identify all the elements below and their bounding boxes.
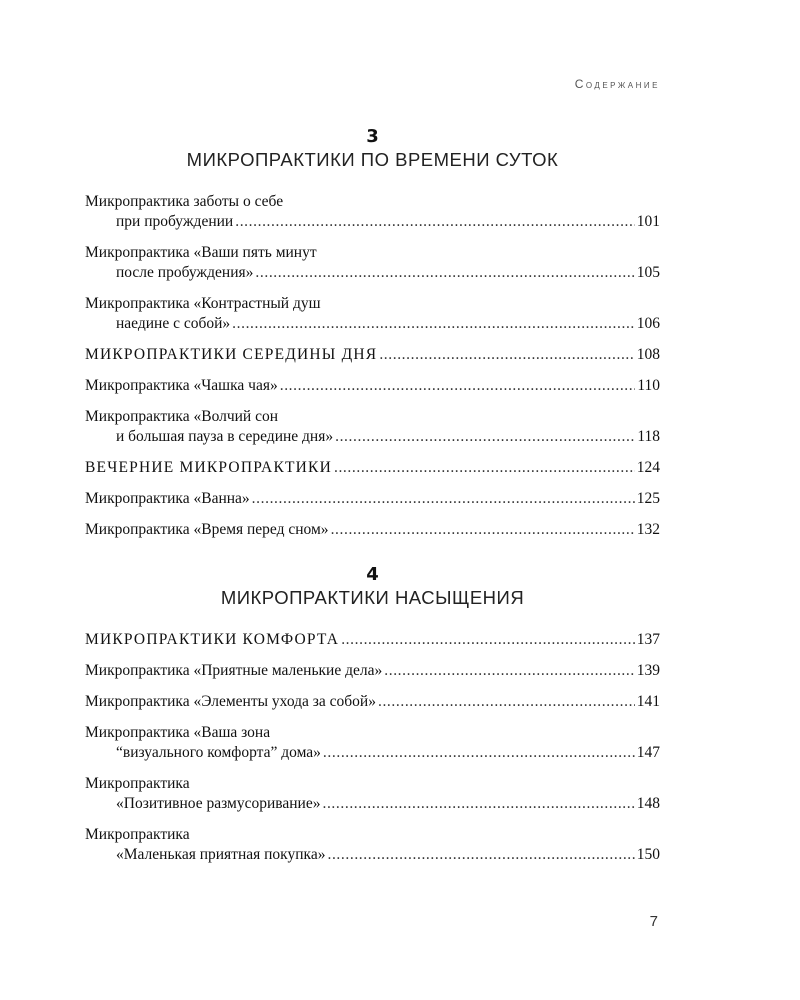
toc-entry[interactable] (85, 692, 660, 712)
toc-entry-title: Микропрактика (85, 775, 190, 792)
toc-entry-title: Микропрактика «Ваша зона (85, 724, 271, 741)
dot-leader (280, 376, 636, 396)
dot-leader (331, 520, 635, 540)
dot-leader (322, 794, 634, 814)
toc-entry-title: Микропрактика «Чашка чая» (85, 377, 278, 394)
toc-list (85, 630, 660, 865)
toc-page-number: 147 (636, 744, 660, 761)
toc-entry-title-cont: после пробуждения» (116, 264, 254, 281)
toc-entry[interactable] (85, 723, 660, 763)
toc-entry[interactable] (85, 825, 660, 865)
toc-entry[interactable] (85, 192, 660, 232)
toc-entry-title: Микропрактика (85, 826, 190, 843)
toc-entry-title: Микропрактика «Приятные маленькие дела» (85, 662, 383, 679)
toc-entry-title-cont: «Маленькая приятная покупка» (116, 846, 326, 863)
chapter-title: МИКРОПРАКТИКИ ПО ВРЕМЕНИ СУТОК (186, 149, 559, 170)
toc-page-number: 150 (636, 846, 660, 863)
page-number: 7 (649, 913, 658, 930)
dot-leader (334, 458, 635, 478)
toc-entry[interactable] (85, 243, 660, 283)
toc-entry[interactable] (85, 489, 660, 509)
toc-page-number: 106 (636, 315, 660, 332)
toc-entry-title: Микропрактика «Волчий сон (85, 408, 279, 425)
toc-entry[interactable] (85, 407, 660, 447)
toc-entry-title-cont: и большая пауза в середине дня» (116, 428, 334, 445)
toc-entry-title-cont: “визуального комфорта” дома» (116, 744, 321, 761)
toc-section-entry[interactable] (85, 458, 660, 478)
table-of-contents (85, 126, 660, 876)
toc-page-number: 101 (636, 213, 660, 230)
chapter-heading (85, 564, 660, 610)
dot-leader (232, 314, 635, 334)
toc-entry-title: Микропрактика «Элементы ухода за собой» (85, 693, 376, 710)
toc-page-number: 124 (636, 459, 660, 476)
toc-section-title: МИКРОПРАКТИКИ СЕРЕДИНЫ ДНЯ (85, 346, 378, 363)
toc-entry-title: Микропрактика заботы о себе (85, 193, 284, 210)
dot-leader (327, 845, 634, 865)
dot-leader (379, 345, 634, 365)
toc-page-number: 137 (636, 631, 660, 648)
dot-leader (341, 630, 635, 650)
chapter-heading (85, 126, 660, 172)
toc-page-number: 132 (636, 521, 660, 538)
dot-leader (323, 743, 635, 763)
toc-page-number: 148 (636, 795, 660, 812)
toc-page-number: 139 (636, 662, 660, 679)
dot-leader (335, 427, 635, 447)
dot-leader (384, 661, 635, 681)
toc-entry[interactable] (85, 294, 660, 334)
toc-page-number: 125 (636, 490, 660, 507)
toc-entry-title-cont: наедине с собой» (116, 315, 231, 332)
toc-page-number: 110 (637, 377, 660, 394)
toc-entry-title: Микропрактика «Время перед сном» (85, 521, 329, 538)
toc-page-number: 118 (637, 428, 660, 445)
toc-entry[interactable] (85, 520, 660, 540)
dot-leader (252, 489, 635, 509)
chapter-number: 3 (366, 126, 379, 147)
chapter-title: МИКРОПРАКТИКИ НАСЫЩЕНИЯ (220, 587, 525, 608)
running-header: Содержание (574, 77, 660, 91)
toc-page-number: 108 (636, 346, 660, 363)
chapter-number: 4 (366, 564, 379, 585)
toc-entry[interactable] (85, 661, 660, 681)
dot-leader (255, 263, 634, 283)
toc-entry-title: Микропрактика «Контрастный душ (85, 295, 321, 312)
dot-leader (235, 212, 635, 232)
toc-section-title: МИКРОПРАКТИКИ КОМФОРТА (85, 631, 340, 648)
toc-list (85, 192, 660, 540)
toc-entry-title: Микропрактика «Ванна» (85, 490, 250, 507)
dot-leader (378, 692, 635, 712)
toc-page-number: 105 (636, 264, 660, 281)
toc-entry[interactable] (85, 774, 660, 814)
toc-entry-title: Микропрактика «Ваши пять минут (85, 244, 317, 261)
toc-section-entry[interactable] (85, 630, 660, 650)
toc-entry-title-cont: при пробуждении (116, 213, 234, 230)
toc-entry-title-cont: «Позитивное размусоривание» (116, 795, 321, 812)
toc-section-entry[interactable] (85, 345, 660, 365)
toc-page-number: 141 (636, 693, 660, 710)
toc-entry[interactable] (85, 376, 660, 396)
toc-section-title: ВЕЧЕРНИЕ МИКРОПРАКТИКИ (85, 459, 332, 476)
